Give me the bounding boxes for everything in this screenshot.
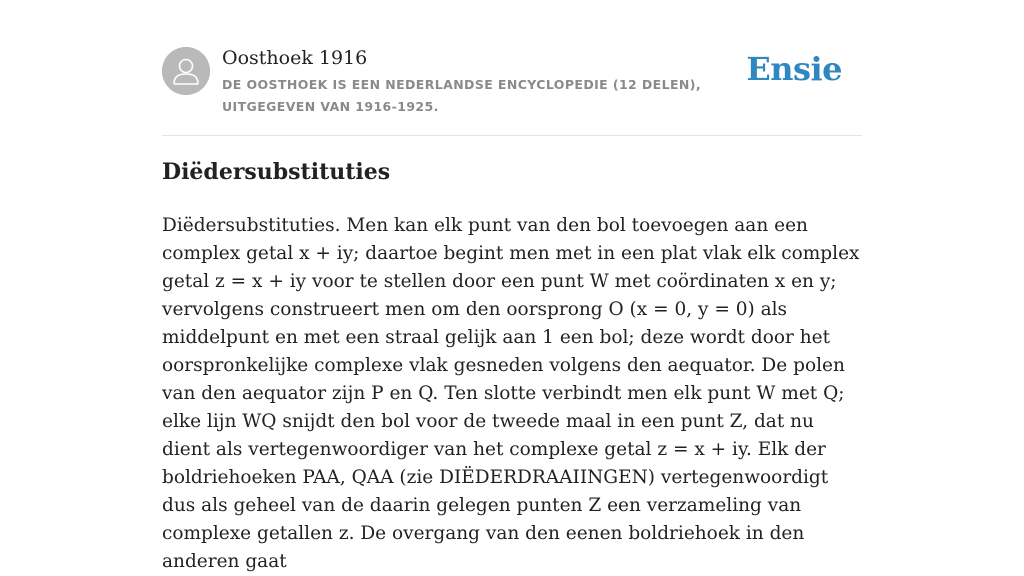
header-divider [162, 135, 862, 136]
brand-logo[interactable]: Ensie [746, 50, 842, 88]
source-description: DE OOSTHOEK IS EEN NEDERLANDSE ENCYCLOPEDIE (12 DELEN), UITGEGEVEN VAN 1916-1925. [222, 77, 702, 114]
source-header [162, 44, 862, 116]
source-name[interactable]: Oosthoek 1916 [222, 47, 368, 69]
user-icon [162, 47, 210, 95]
article-body: Diëdersubstituties. Men kan elk punt van den bol toevoegen aan een complex getal x + iy; daartoe begint men met in een plat vlak elk complex getal z = x + iy voor te stellen door een punt W met coördinaten x en y; vervolgens construeert men om den oorsprong O (x = 0, y = 0) als middelpunt en met een straal gelijk aan 1 een bol; deze wordt door het oorspronkelijke complexe vlak gesneden volgens den aequator. De polen van den aequator zijn P en Q. Ten slotte verbindt men elk punt W met Q; elke lijn WQ snijdt den bol voor de tweede maal in een punt Z, dat nu dient als vertegenwoordiger van het complexe getal z = x + iy. Elk der boldriehoeken PAA, QAA (zie DIËDERDRAAIINGEN) vertegenwoordigt dus als geheel van de daarin gelegen punten Z een verzameling van complexe getallen z. De overgang van den eenen boldriehoek in den anderen gaat [162, 215, 860, 572]
source-avatar[interactable] [162, 47, 210, 95]
article-title: Diëdersubstituties [162, 159, 391, 185]
